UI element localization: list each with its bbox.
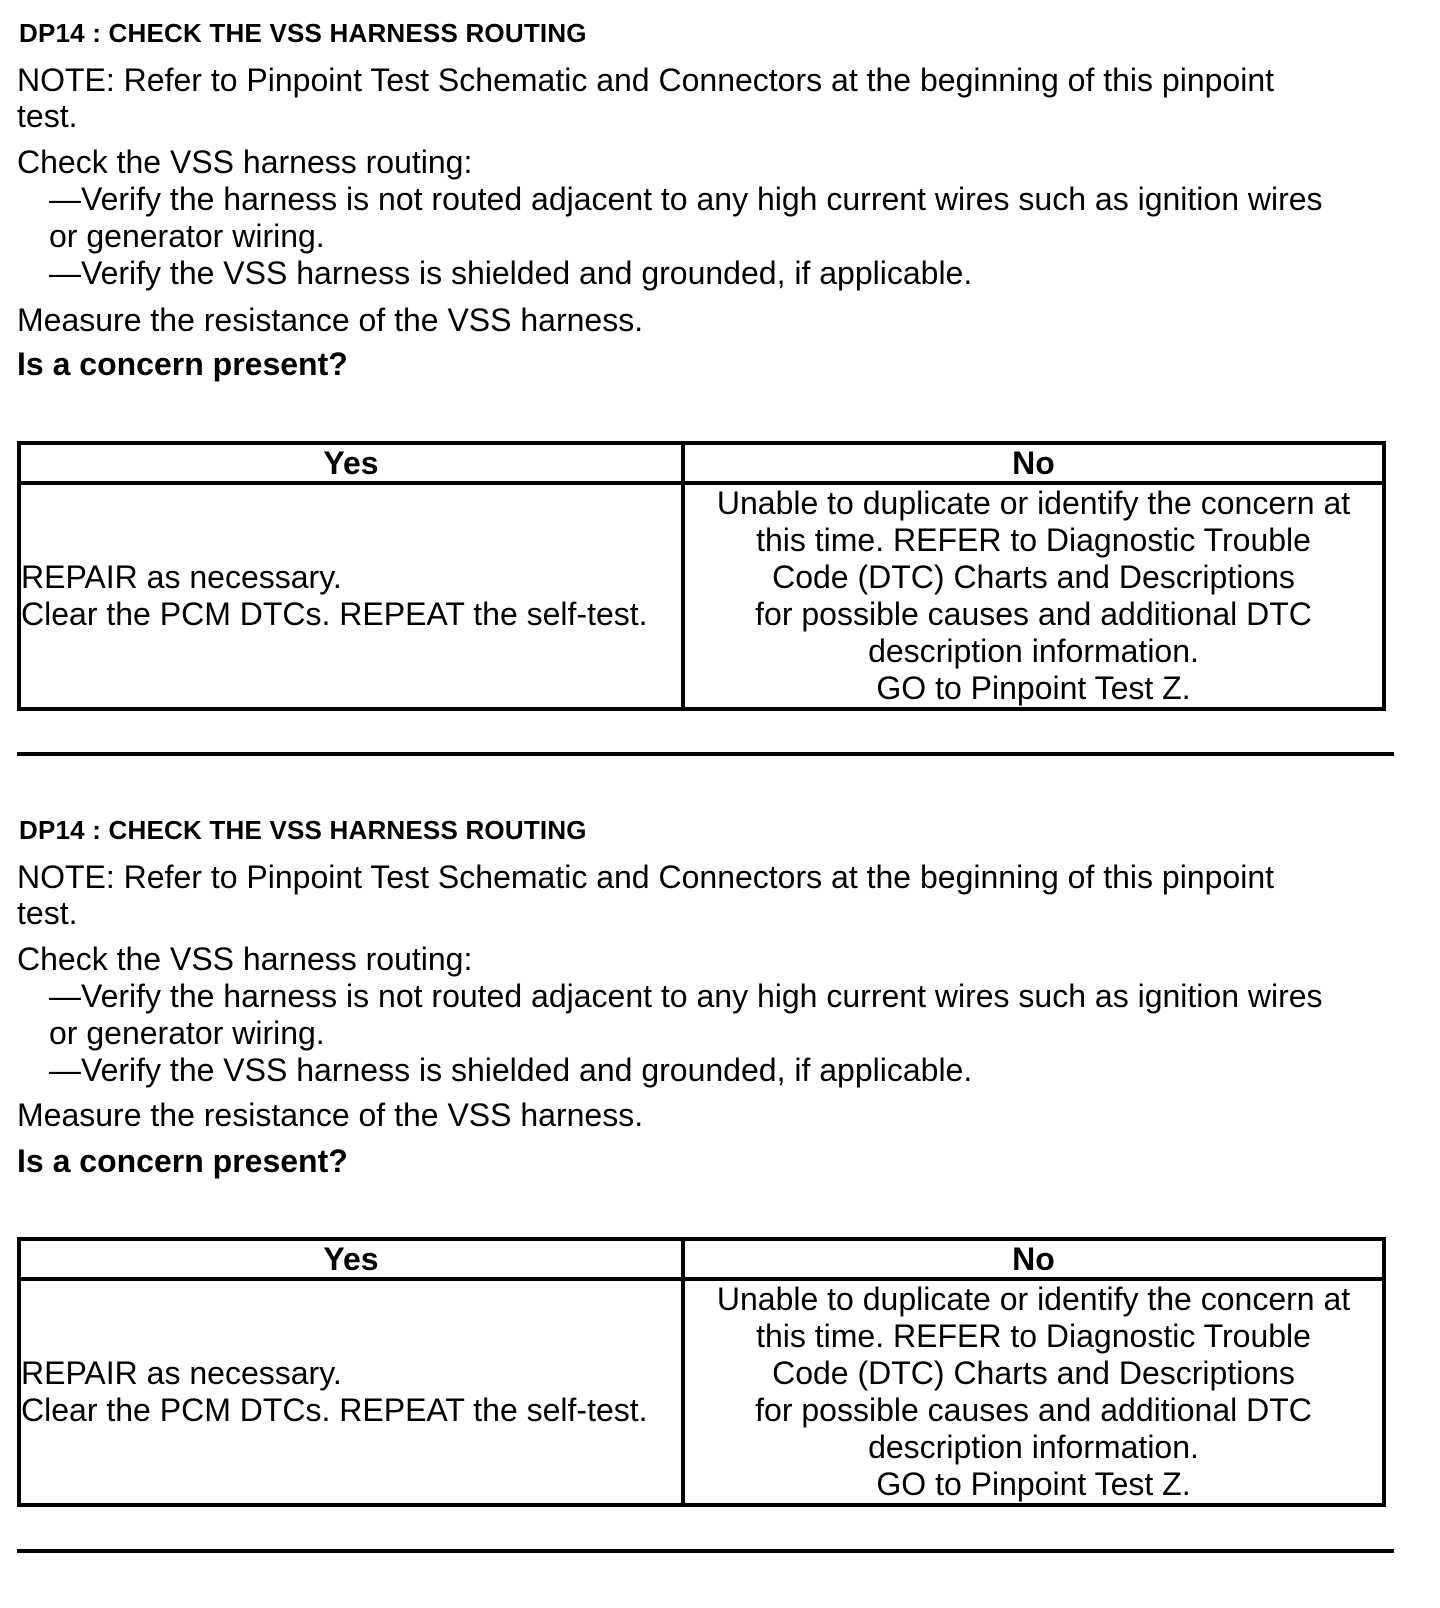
yes-action-line: Clear the PCM DTCs. REPEAT the self-test.	[21, 596, 648, 632]
no-action-line: Code (DTC) Charts and Descriptions	[772, 559, 1295, 595]
bullet-2: —Verify the VSS harness is shielded and grounded, if applicable.	[49, 255, 973, 291]
note-text-line-2: test.	[17, 895, 78, 931]
no-action-line: GO to Pinpoint Test Z.	[876, 1466, 1191, 1502]
yes-action-line: REPAIR as necessary.	[21, 559, 342, 595]
measure-instruction: Measure the resistance of the VSS harness.	[17, 1097, 644, 1133]
yes-action-line: REPAIR as necessary.	[21, 1355, 342, 1391]
no-action-line: Unable to duplicate or identify the concern at	[716, 1281, 1351, 1317]
yes-header: Yes	[19, 443, 683, 483]
bullet-1-line-2: or generator wiring.	[49, 1015, 325, 1051]
step-title: DP14 : CHECK THE VSS HARNESS ROUTING	[19, 815, 587, 845]
note-text-line-1: NOTE: Refer to Pinpoint Test Schematic and Connectors at the beginning of this pinpoint	[17, 62, 1275, 98]
no-header: No	[683, 1239, 1384, 1279]
note-text-line-2: test.	[17, 98, 78, 134]
section-divider	[17, 1549, 1394, 1553]
bullet-2: —Verify the VSS harness is shielded and grounded, if applicable.	[49, 1052, 973, 1088]
no-action-cell	[683, 1279, 1384, 1505]
bullet-1-line-1: —Verify the harness is not routed adjacent to any high current wires such as ignition wires	[49, 978, 1323, 1014]
bullet-1-line-1: —Verify the harness is not routed adjacent to any high current wires such as ignition wires	[49, 181, 1323, 217]
step-title: DP14 : CHECK THE VSS HARNESS ROUTING	[19, 18, 587, 48]
no-action-line: this time. REFER to Diagnostic Trouble	[756, 522, 1311, 558]
yes-action-line: Clear the PCM DTCs. REPEAT the self-test.	[21, 1392, 648, 1428]
no-action-line: for possible causes and additional DTC	[755, 1392, 1312, 1428]
no-action-line: description information.	[868, 1429, 1199, 1465]
no-action-line: for possible causes and additional DTC	[755, 596, 1312, 632]
check-intro: Check the VSS harness routing:	[17, 144, 473, 180]
yes-action-cell	[19, 483, 683, 709]
no-action-line: Unable to duplicate or identify the concern at	[716, 485, 1351, 521]
question: Is a concern present?	[17, 346, 348, 382]
note-text-line-1: NOTE: Refer to Pinpoint Test Schematic and Connectors at the beginning of this pinpoint	[17, 859, 1275, 895]
bullet-1-line-2: or generator wiring.	[49, 218, 325, 254]
check-intro: Check the VSS harness routing:	[17, 941, 473, 977]
no-action-line: Code (DTC) Charts and Descriptions	[772, 1355, 1295, 1391]
decision-table	[17, 441, 1386, 711]
question: Is a concern present?	[17, 1143, 348, 1179]
yes-header: Yes	[19, 1239, 683, 1279]
no-action-line: this time. REFER to Diagnostic Trouble	[756, 1318, 1311, 1354]
decision-table	[17, 1237, 1386, 1507]
no-action-line: description information.	[868, 633, 1199, 669]
no-header: No	[683, 443, 1384, 483]
section-divider	[17, 752, 1394, 756]
no-action-cell	[683, 483, 1384, 709]
yes-action-cell	[19, 1279, 683, 1505]
measure-instruction: Measure the resistance of the VSS harness.	[17, 302, 644, 338]
no-action-line: GO to Pinpoint Test Z.	[876, 670, 1191, 706]
